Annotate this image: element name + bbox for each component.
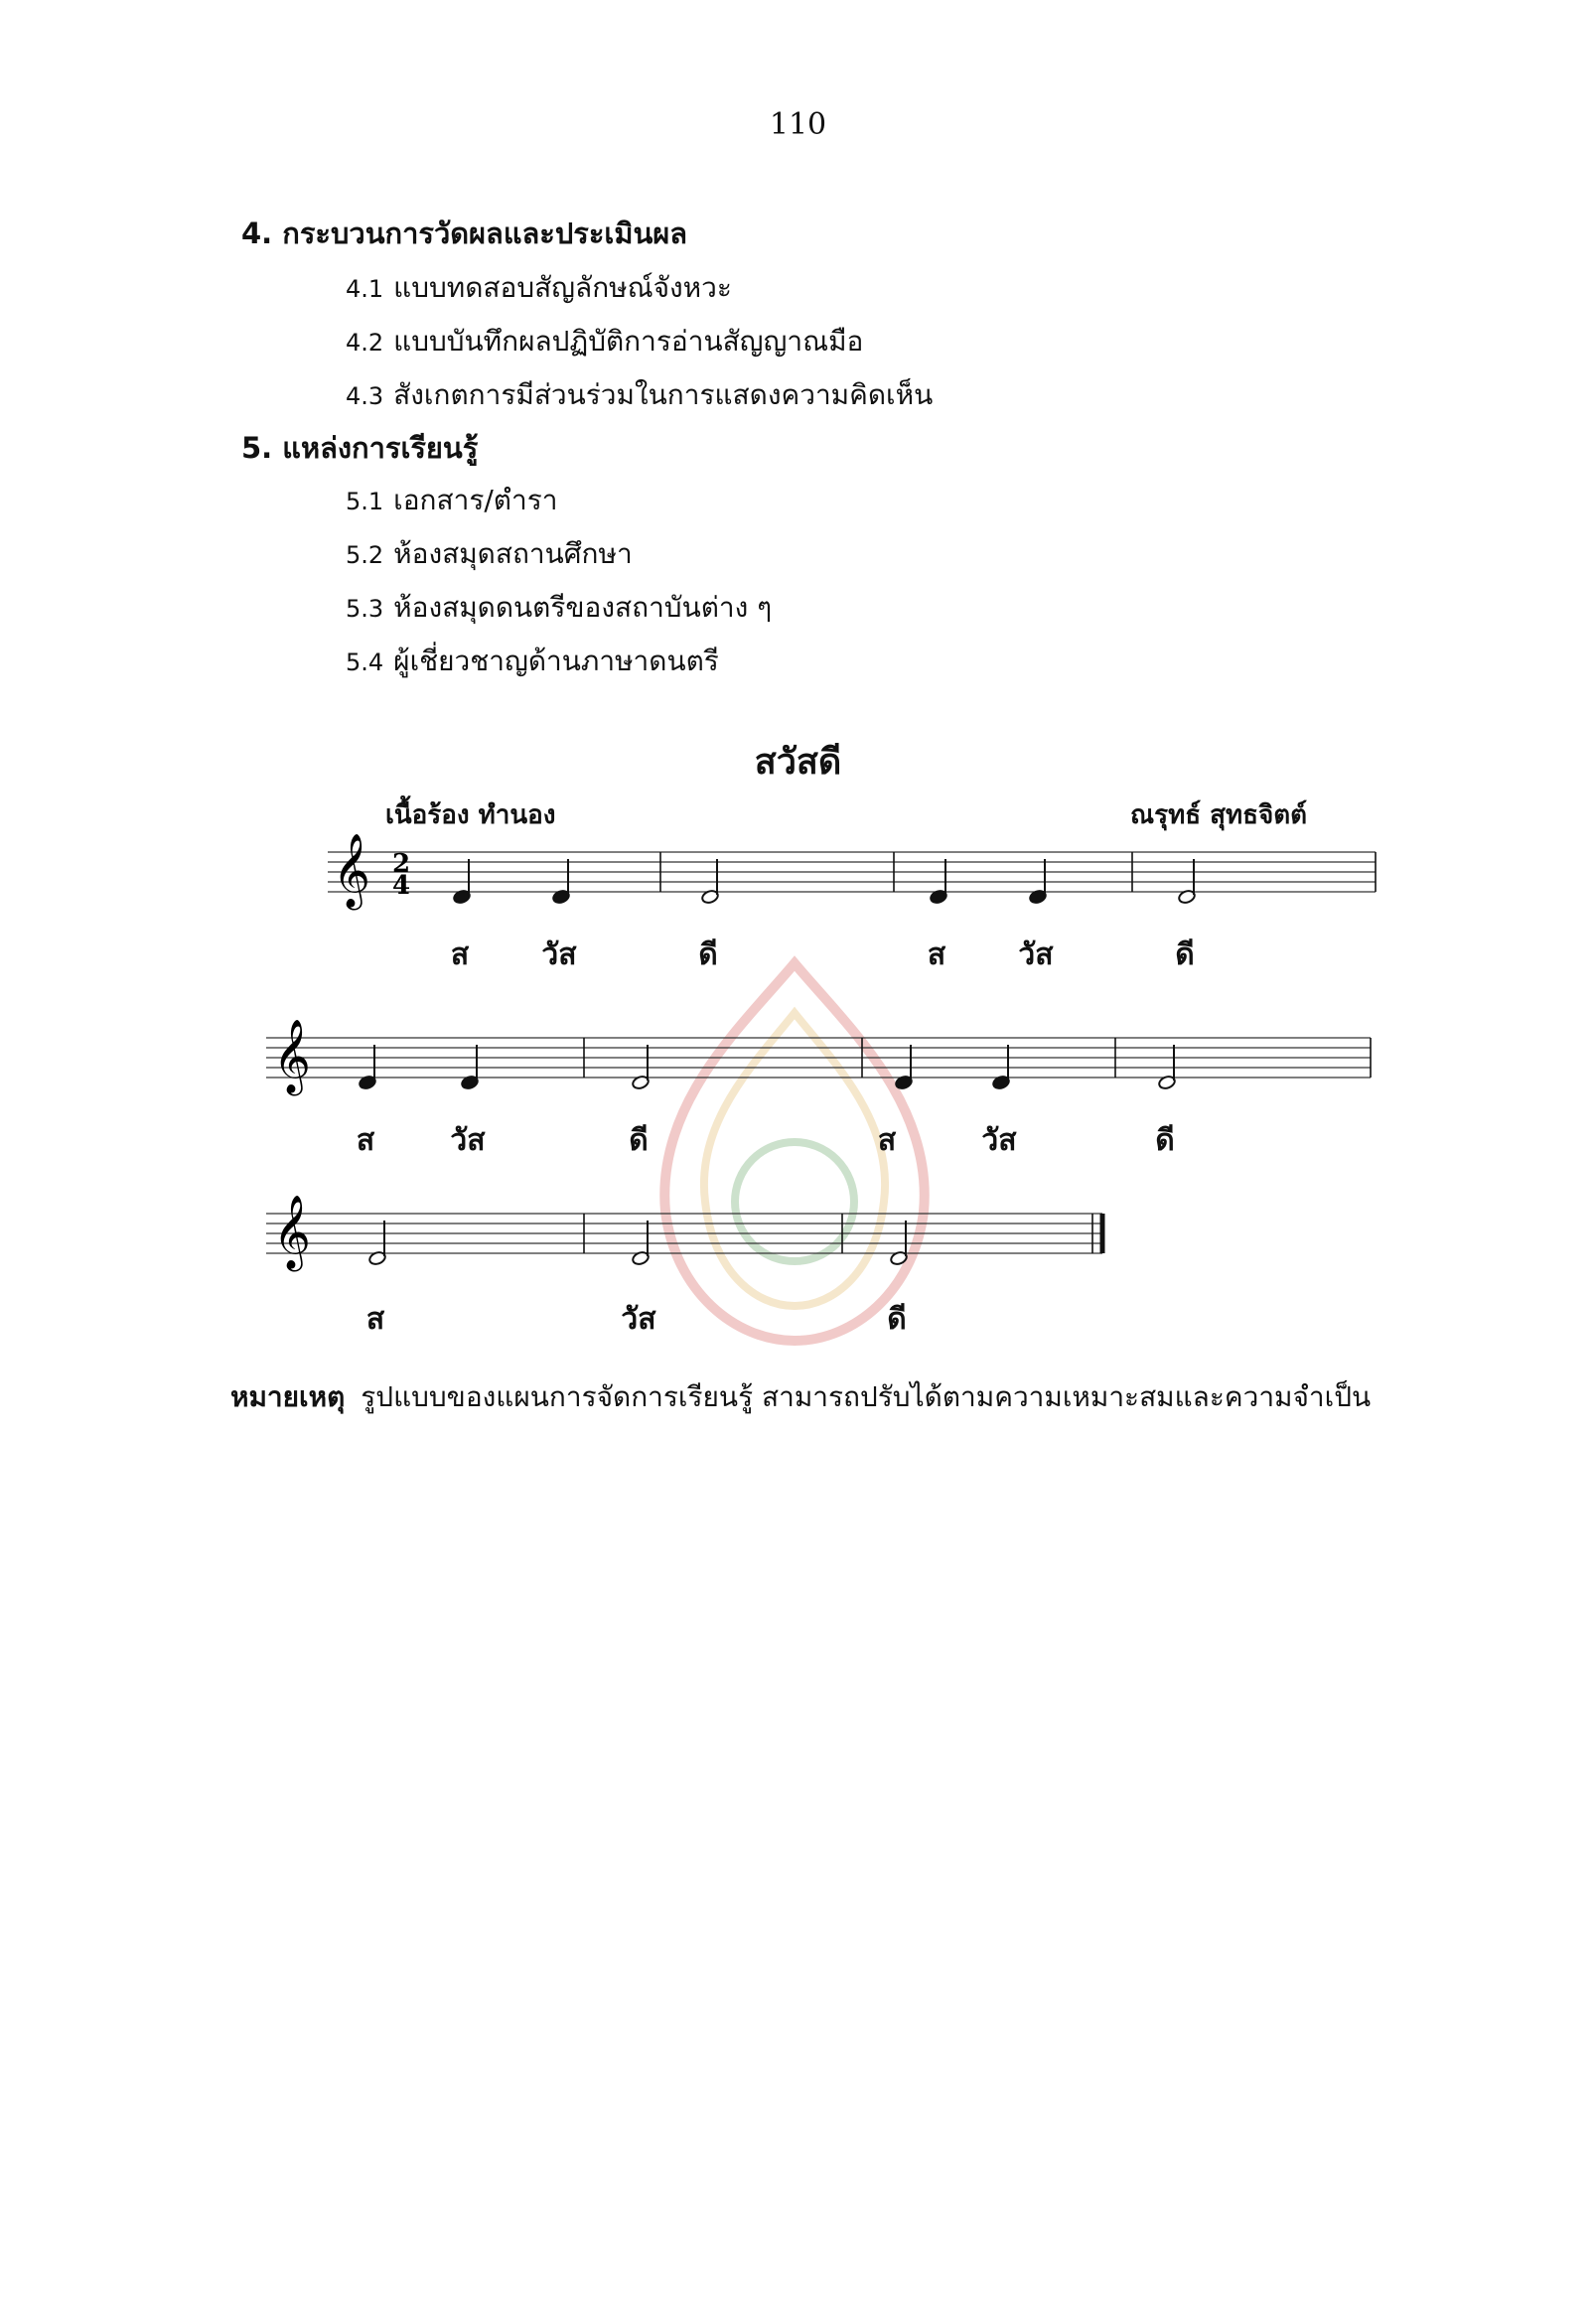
time-signature-top: 2 — [392, 849, 411, 879]
treble-clef-icon: 𝄞 — [273, 1196, 311, 1269]
item-text: ห้องสมุดสถานศึกษา — [393, 537, 633, 570]
lyric-syllable: ส — [450, 937, 470, 972]
item-text: แบบบันทึกผลปฏิบัติการอ่านสัญญาณมือ — [393, 325, 864, 358]
item-text: ผู้เชี่ยวชาญด้านภาษาดนตรี — [393, 645, 719, 677]
item-text: แบบทดสอบสัญลักษณ์จังหวะ — [393, 271, 732, 304]
item-number: 5.1 — [346, 488, 384, 515]
lyric-syllable: ส — [365, 1302, 385, 1337]
treble-clef-icon: 𝄞 — [333, 834, 370, 908]
item-number: 4.3 — [346, 382, 384, 410]
item-number: 4.1 — [346, 275, 384, 303]
staff-line-2 — [266, 1020, 1371, 1096]
item-text: ห้องสมุดดนตรีของสถาบันต่าง ๆ — [393, 591, 773, 624]
staff-line-1 — [328, 834, 1376, 911]
lyric-syllable: ดี — [1175, 937, 1195, 972]
item-number: 4.2 — [346, 329, 384, 357]
page-number: 110 — [769, 107, 827, 142]
item-text: เอกสาร/ตำรา — [393, 484, 558, 516]
item-text: สังเกตการมีส่วนร่วมในการแสดงความคิดเห็น — [393, 378, 934, 411]
staff-line-3 — [266, 1196, 1102, 1272]
lyric-syllable: วัส — [1018, 937, 1054, 972]
section-4-title: 4. กระบวนการวัดผลและประเมินผล — [241, 216, 688, 250]
lyric-syllable: วัส — [621, 1302, 656, 1337]
footnote-text: รูปแบบของแผนการจัดการเรียนรู้ สามารถปรับได้ตามความเหมาะสมและความจำเป็น — [361, 1380, 1372, 1413]
lyric-syllable: ดี — [629, 1123, 649, 1158]
song-title: สวัสดี — [754, 741, 842, 783]
item-number: 5.2 — [346, 541, 384, 569]
time-signature-bottom: 4 — [392, 871, 411, 901]
footnote-label: หมายเหตุ — [230, 1380, 346, 1413]
lyric-syllable: ดี — [887, 1302, 907, 1337]
lyric-syllable: ส — [877, 1123, 897, 1158]
footnote — [230, 1375, 1371, 1419]
item-number: 5.3 — [346, 595, 384, 623]
lyric-syllable: วัส — [450, 1123, 486, 1158]
lyric-syllable: ดี — [1155, 1123, 1175, 1158]
lyricist-credit: เนื้อร้อง ทำนอง — [385, 800, 556, 830]
item-number: 5.4 — [346, 648, 384, 676]
treble-clef-icon: 𝄞 — [273, 1020, 311, 1093]
lyric-syllable: วัส — [541, 937, 577, 972]
lyric-syllable: วัส — [981, 1123, 1017, 1158]
section-5-title: 5. แหล่งการเรียนรู้ — [241, 431, 479, 465]
composer-credit: ณรุทธ์ สุทธจิตต์ — [1130, 800, 1308, 830]
lyric-syllable: ส — [356, 1123, 375, 1158]
lyric-syllable: ดี — [698, 937, 718, 972]
lyric-syllable: ส — [927, 937, 946, 972]
